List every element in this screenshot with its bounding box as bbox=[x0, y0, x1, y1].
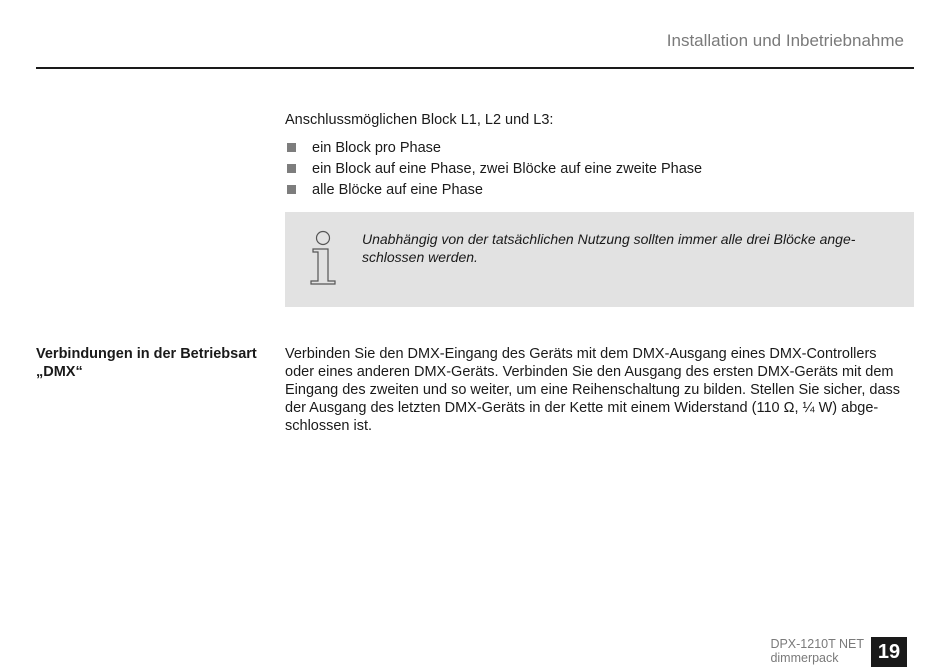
section-heading-line: Verbindungen in der Betriebsart bbox=[36, 346, 257, 362]
intro-text: Anschlussmöglichen Block L1, L2 und L3: bbox=[285, 112, 554, 128]
section-body-line: der Ausgang des letzten DMX-Geräts in der Kette mit einem Widerstand (110 Ω, ¼ W) abge- bbox=[285, 400, 879, 416]
info-note-line: Unabhängig von der tatsächlichen Nutzung sollten immer alle drei Blöcke ange- bbox=[362, 231, 856, 247]
section-heading-line: „DMX“ bbox=[36, 364, 83, 380]
section-body-line: Eingang des zweiten und so weiter, um eine Reihenschaltung zu bilden. Stellen Sie sicher, dass bbox=[285, 382, 901, 398]
list-item-text: alle Blöcke auf eine Phase bbox=[312, 182, 483, 198]
page-number: 19 bbox=[871, 637, 907, 667]
section-body bbox=[285, 345, 917, 435]
square-bullet-icon bbox=[287, 143, 296, 152]
info-note-text bbox=[362, 230, 892, 266]
footer-product-line: DPX-1210T NET bbox=[770, 637, 864, 651]
list-item bbox=[285, 160, 702, 181]
footer-product-line: dimmerpack bbox=[770, 651, 839, 665]
section-body-line: schlossen ist. bbox=[285, 418, 373, 434]
section-body-line: oder eines anderen DMX-Geräts. Verbinden Sie den Ausgang des ersten DMX-Geräts mit dem bbox=[285, 364, 894, 380]
info-note-box bbox=[285, 212, 914, 307]
list-item-text: ein Block auf eine Phase, zwei Blöcke auf eine zweite Phase bbox=[312, 161, 703, 177]
footer-product-name bbox=[770, 637, 864, 665]
square-bullet-icon bbox=[287, 164, 296, 173]
list-item-text: ein Block pro Phase bbox=[312, 140, 441, 156]
page-header-title: Installation und Inbetriebnahme bbox=[666, 31, 904, 50]
square-bullet-icon bbox=[287, 185, 296, 194]
list-item bbox=[285, 181, 702, 202]
header-rule bbox=[36, 67, 914, 69]
section-heading bbox=[36, 345, 276, 381]
bullet-list bbox=[285, 139, 702, 202]
section-body-line: Verbinden Sie den DMX-Eingang des Geräts mit dem DMX-Ausgang eines DMX-Controllers bbox=[285, 346, 877, 362]
info-note-line: schlossen werden. bbox=[362, 249, 478, 265]
info-icon bbox=[307, 230, 339, 286]
list-item bbox=[285, 139, 702, 160]
